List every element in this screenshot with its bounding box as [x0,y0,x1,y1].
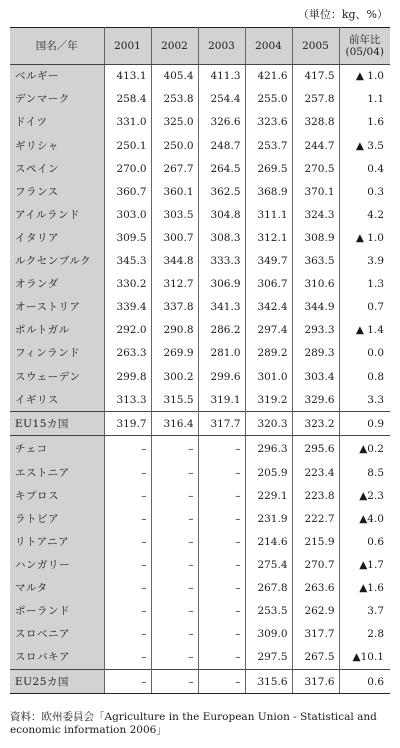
ratio-cell: ▲1.6 [359,582,384,595]
value-cell: 319.2 [245,388,292,412]
ratio-cell: 2.8 [367,628,384,641]
value-cell: – [151,554,198,577]
country-name: EU25カ国 [10,670,104,694]
country-name: ベルギー [10,65,104,89]
table-row [10,531,390,554]
value-cell: 315.6 [245,670,292,694]
value-cell: – [151,485,198,508]
value-cell: 296.3 [245,436,292,462]
value-cell: 405.4 [151,65,198,89]
data-table [10,27,390,694]
value-cell: – [198,485,245,508]
table-row [10,577,390,600]
value-cell: 223.4 [292,461,339,484]
value-cell: 316.4 [151,412,198,436]
country-name: デンマーク [10,88,104,111]
value-cell: 263.3 [104,342,151,365]
value-cell: – [104,485,151,508]
value-cell: 244.7 [292,134,339,157]
value-cell: 313.3 [104,388,151,412]
ratio-cell: 0.6 [339,670,390,694]
value-cell: 264.5 [198,157,245,180]
header-ratio [339,28,390,65]
country-name: オランダ [10,273,104,296]
country-name: マルタ [10,577,104,600]
table-row [10,436,390,462]
ratio-cell: 0.7 [367,301,384,314]
table-row [10,111,390,134]
value-cell: 363.5 [292,250,339,273]
value-cell: – [198,508,245,531]
value-cell: – [151,600,198,623]
header-ratio-line2: (05/04) [345,46,384,58]
value-cell: 303.4 [292,365,339,388]
value-cell: 286.2 [198,319,245,342]
country-name: フランス [10,180,104,203]
table-row [10,600,390,623]
value-cell: 205.9 [245,461,292,484]
value-cell: – [151,436,198,462]
value-cell: – [198,554,245,577]
header-ratio-line1: 前年比 [349,33,381,46]
table-row [10,461,390,484]
header-year: 2003 [198,28,245,65]
value-cell: 297.4 [245,319,292,342]
country-name: リトアニア [10,531,104,554]
value-cell: 300.7 [151,227,198,250]
value-cell: 223.8 [292,485,339,508]
ratio-cell: ▲ 1.0 [355,231,384,244]
value-cell: 330.2 [104,273,151,296]
value-cell: 306.9 [198,273,245,296]
ratio-cell: ▲2.3 [359,489,384,502]
country-name: チェコ [10,436,104,462]
ratio-cell: 1.3 [367,278,384,291]
value-cell: – [104,508,151,531]
ratio-cell: 1.6 [367,116,384,129]
value-cell: 301.0 [245,365,292,388]
value-cell: 263.6 [292,577,339,600]
value-cell: 317.7 [292,623,339,646]
country-name: ギリシャ [10,134,104,157]
value-cell: 349.7 [245,250,292,273]
value-cell: 255.0 [245,88,292,111]
table-row [10,134,390,157]
value-cell: 342.4 [245,296,292,319]
ratio-cell: 4.2 [367,208,384,221]
value-cell: 248.7 [198,134,245,157]
value-cell: 331.0 [104,111,151,134]
value-cell: 345.3 [104,250,151,273]
value-cell: 333.3 [198,250,245,273]
value-cell: 312.1 [245,227,292,250]
value-cell: 289.3 [292,342,339,365]
country-name: イギリス [10,388,104,412]
country-name: オーストリア [10,296,104,319]
table-row [10,365,390,388]
value-cell: 293.3 [292,319,339,342]
value-cell: 360.1 [151,180,198,203]
value-cell: 267.7 [151,157,198,180]
table-row [10,388,390,412]
value-cell: 319.1 [198,388,245,412]
value-cell: 360.7 [104,180,151,203]
table-row [10,296,390,319]
value-cell: 267.5 [292,646,339,670]
value-cell: 214.6 [245,531,292,554]
value-cell: 368.9 [245,180,292,203]
value-cell: 311.1 [245,204,292,227]
value-cell: – [151,531,198,554]
ratio-cell: 3.9 [367,255,384,268]
value-cell: 325.0 [151,111,198,134]
value-cell: – [198,646,245,670]
country-name: ラトビア [10,508,104,531]
value-cell: 328.8 [292,111,339,134]
value-cell: 312.7 [151,273,198,296]
value-cell: – [151,646,198,670]
value-cell: 231.9 [245,508,292,531]
header-year: 2002 [151,28,198,65]
value-cell: – [104,554,151,577]
value-cell: 270.5 [292,157,339,180]
value-cell: 262.9 [292,600,339,623]
value-cell: 222.7 [292,508,339,531]
value-cell: 299.6 [198,365,245,388]
value-cell: 299.8 [104,365,151,388]
value-cell: 270.0 [104,157,151,180]
value-cell: 300.2 [151,365,198,388]
value-cell: 309.5 [104,227,151,250]
unit-note: （単位：kg、%） [297,8,388,21]
table-row [10,250,390,273]
value-cell: 337.8 [151,296,198,319]
value-cell: – [151,623,198,646]
value-cell: 215.9 [292,531,339,554]
ratio-cell: 0.0 [367,347,384,360]
value-cell: 411.3 [198,65,245,89]
value-cell: 269.9 [151,342,198,365]
country-name: スロバキア [10,646,104,670]
ratio-cell: ▲1.7 [359,559,384,572]
country-name: フィンランド [10,342,104,365]
value-cell: – [104,461,151,484]
value-cell: 295.6 [292,436,339,462]
value-cell: – [104,577,151,600]
value-cell: 362.5 [198,180,245,203]
value-cell: 326.6 [198,111,245,134]
value-cell: – [151,577,198,600]
ratio-cell: ▲ 1.4 [355,324,384,337]
value-cell: – [104,436,151,462]
value-cell: 317.7 [198,412,245,436]
country-name: キプロス [10,485,104,508]
header-row [10,28,390,65]
value-cell: 319.7 [104,412,151,436]
ratio-cell: 3.7 [367,605,384,618]
ratio-cell: ▲4.0 [359,512,384,525]
total-row [10,670,390,694]
table-row [10,204,390,227]
total-row [10,412,390,436]
value-cell: – [198,600,245,623]
country-name: EU15カ国 [10,412,104,436]
value-cell: 290.8 [151,319,198,342]
value-cell: 253.5 [245,600,292,623]
table-row [10,646,390,670]
value-cell: 253.7 [245,134,292,157]
country-name: ドイツ [10,111,104,134]
header-country-year: 国名／年 [10,28,104,65]
table-row [10,227,390,250]
table-row [10,623,390,646]
country-name: スペイン [10,157,104,180]
eu15-body [10,65,390,436]
value-cell: – [198,461,245,484]
table-row [10,508,390,531]
table-row [10,342,390,365]
value-cell: – [198,531,245,554]
value-cell: 308.9 [292,227,339,250]
value-cell: 417.5 [292,65,339,89]
ratio-cell: 8.5 [367,466,384,479]
value-cell: – [104,670,151,694]
value-cell: 370.1 [292,180,339,203]
table-row [10,273,390,296]
value-cell: 270.7 [292,554,339,577]
value-cell: 320.3 [245,412,292,436]
value-cell: 310.6 [292,273,339,296]
country-name: ルクセンブルク [10,250,104,273]
value-cell: 344.9 [292,296,339,319]
table-row [10,157,390,180]
value-cell: 267.8 [245,577,292,600]
table-row [10,485,390,508]
value-cell: 315.5 [151,388,198,412]
country-name: エストニア [10,461,104,484]
value-cell: 317.6 [292,670,339,694]
value-cell: 341.3 [198,296,245,319]
value-cell: 324.3 [292,204,339,227]
value-cell: 253.8 [151,88,198,111]
value-cell: 303.0 [104,204,151,227]
value-cell: – [104,623,151,646]
value-cell: 309.0 [245,623,292,646]
value-cell: – [151,508,198,531]
value-cell: – [104,600,151,623]
header-year: 2004 [245,28,292,65]
country-name: イタリア [10,227,104,250]
ratio-cell: ▲ 1.0 [355,70,384,83]
ratio-cell: ▲0.2 [359,442,384,455]
value-cell: 421.6 [245,65,292,89]
ratio-cell: 0.8 [367,370,384,383]
value-cell: – [198,577,245,600]
header-year: 2005 [292,28,339,65]
value-cell: 323.2 [292,412,339,436]
value-cell: 329.6 [292,388,339,412]
table-row [10,554,390,577]
table-row [10,180,390,203]
value-cell: 306.7 [245,273,292,296]
ratio-cell: 3.3 [367,393,384,406]
table-row [10,65,390,89]
value-cell: 281.0 [198,342,245,365]
value-cell: – [104,646,151,670]
ratio-cell: 0.6 [367,535,384,548]
value-cell: 308.3 [198,227,245,250]
value-cell: 250.1 [104,134,151,157]
value-cell: 254.4 [198,88,245,111]
value-cell: 297.5 [245,646,292,670]
value-cell: 413.1 [104,65,151,89]
country-name: ポーランド [10,600,104,623]
source-note: 資料：欧州委員会「Agriculture in the European Union - Statistical and economic information 2006」 [10,711,377,736]
value-cell: 323.6 [245,111,292,134]
value-cell: – [151,461,198,484]
ratio-cell: ▲10.1 [352,651,384,664]
table-row [10,319,390,342]
ratio-cell: ▲ 3.5 [355,139,384,152]
value-cell: – [104,531,151,554]
value-cell: 304.8 [198,204,245,227]
value-cell: – [198,623,245,646]
value-cell: 250.0 [151,134,198,157]
value-cell: 289.2 [245,342,292,365]
value-cell: 229.1 [245,485,292,508]
ratio-cell: 0.4 [367,162,384,175]
value-cell: – [198,670,245,694]
value-cell: 303.5 [151,204,198,227]
country-name: スウェーデン [10,365,104,388]
value-cell: – [151,670,198,694]
value-cell: – [198,436,245,462]
country-name: スロベニア [10,623,104,646]
value-cell: 292.0 [104,319,151,342]
ratio-cell: 0.3 [367,185,384,198]
country-name: ポルトガル [10,319,104,342]
table-row [10,88,390,111]
new-members-body [10,436,390,694]
country-name: アイルランド [10,204,104,227]
value-cell: 344.8 [151,250,198,273]
country-name: ハンガリー [10,554,104,577]
value-cell: 269.5 [245,157,292,180]
header-year: 2001 [104,28,151,65]
value-cell: 275.4 [245,554,292,577]
value-cell: 339.4 [104,296,151,319]
ratio-cell: 1.1 [367,93,384,106]
ratio-cell: 0.9 [339,412,390,436]
value-cell: 257.8 [292,88,339,111]
table-header [10,28,390,65]
value-cell: 258.4 [104,88,151,111]
